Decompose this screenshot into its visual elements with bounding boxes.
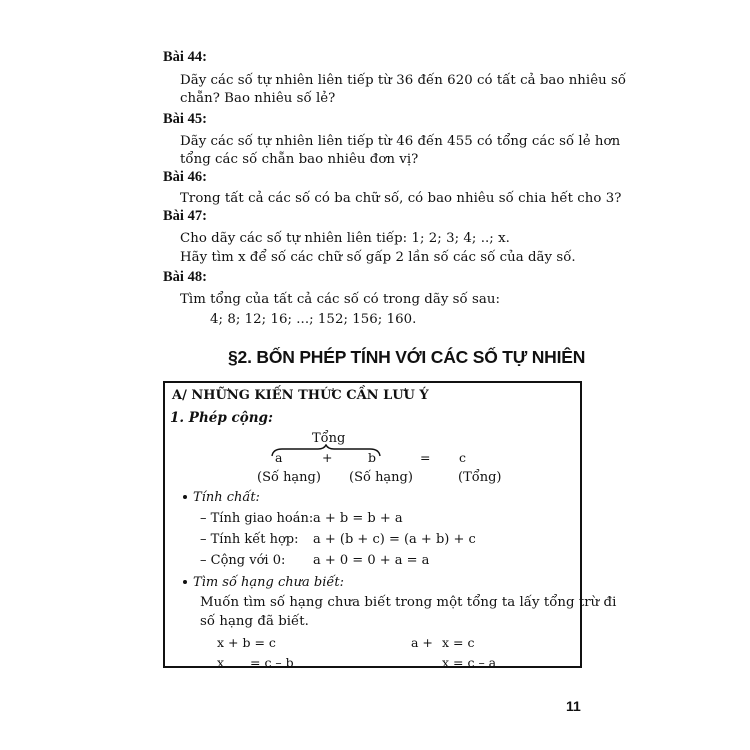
example-left-2-x: x bbox=[217, 655, 225, 670]
bullet-icon bbox=[183, 495, 187, 499]
exercise-45-line-2: tổng các số chẵn bao nhiêu đơn vị? bbox=[180, 152, 419, 167]
brace-label: Tổng bbox=[312, 431, 346, 446]
example-right-1-a: a + bbox=[411, 635, 433, 650]
label-sum-c: (Tổng) bbox=[458, 470, 502, 485]
exercise-46-line-1: Trong tất cả các số có ba chữ số, có bao nhiêu số chia hết cho 3? bbox=[180, 191, 622, 206]
result-c: c bbox=[459, 450, 467, 465]
label-addend-b: (Số hạng) bbox=[349, 470, 413, 485]
exercise-44-line-2: chẵn? Bao nhiêu số lẻ? bbox=[180, 91, 336, 106]
box-subtitle: 1. Phép cộng: bbox=[170, 410, 273, 426]
section-heading: §2. BỐN PHÉP TÍNH VỚI CÁC SỐ TỰ NHIÊN bbox=[228, 347, 586, 367]
exercise-46-label: Bài 46: bbox=[163, 169, 207, 185]
unknown-heading bbox=[183, 575, 344, 590]
example-right-2: x = c – a bbox=[442, 655, 497, 670]
unknown-text-line-1: Muốn tìm số hạng chưa biết trong một tổng ta lấy tổng trừ đi bbox=[200, 595, 617, 610]
bullet-icon bbox=[183, 580, 187, 584]
exercise-47-label: Bài 47: bbox=[163, 208, 207, 224]
property-associative-name: – Tính kết hợp: bbox=[200, 532, 299, 547]
exercise-47-line-2: Hãy tìm x để số các chữ số gấp 2 lần số các số của dãy số. bbox=[180, 250, 576, 265]
exercise-45-label: Bài 45: bbox=[163, 111, 207, 127]
exercise-47-line-1: Cho dãy các số tự nhiên liên tiếp: 1; 2; 3; 4; ..; x. bbox=[180, 231, 510, 246]
page-number: 11 bbox=[566, 698, 581, 714]
exercise-44-label: Bài 44: bbox=[163, 49, 207, 65]
property-commutative-name: – Tính giao hoán: bbox=[200, 511, 314, 526]
properties-heading bbox=[183, 490, 260, 505]
exercise-48-line-2: 4; 8; 12; 16; ...; 152; 156; 160. bbox=[210, 312, 417, 327]
exercise-48-line-1: Tìm tổng của tất cả các số có trong dãy số sau: bbox=[180, 292, 500, 307]
property-associative-formula: a + (b + c) = (a + b) + c bbox=[313, 532, 476, 547]
operand-b: b bbox=[368, 450, 377, 465]
example-left-2-rest: = c – b bbox=[250, 655, 294, 670]
exercise-44-line-1: Dãy các số tự nhiên liên tiếp từ 36 đến 620 có tất cả bao nhiêu số bbox=[180, 73, 627, 88]
example-right-1-rest: x = c bbox=[442, 635, 475, 650]
plus-sign: + bbox=[322, 450, 333, 465]
example-left-1: x + b = c bbox=[217, 635, 276, 650]
operand-a: a bbox=[275, 450, 283, 465]
exercise-48-label: Bài 48: bbox=[163, 269, 207, 285]
equals-sign: = bbox=[420, 450, 431, 465]
property-zero-name: – Cộng với 0: bbox=[200, 553, 286, 568]
property-commutative-formula: a + b = b + a bbox=[313, 511, 403, 526]
exercise-45-line-1: Dãy các số tự nhiên liên tiếp từ 46 đến 455 có tổng các số lẻ hơn bbox=[180, 134, 621, 149]
property-zero-formula: a + 0 = 0 + a = a bbox=[313, 553, 430, 568]
unknown-text-line-2: số hạng đã biết. bbox=[200, 614, 309, 629]
properties-heading-text: Tính chất: bbox=[193, 490, 260, 505]
label-addend-a: (Số hạng) bbox=[257, 470, 321, 485]
box-title: A/ NHỮNG KIẾN THỨC CẦN LƯU Ý bbox=[172, 388, 429, 403]
unknown-heading-text: Tìm số hạng chưa biết: bbox=[193, 575, 344, 590]
